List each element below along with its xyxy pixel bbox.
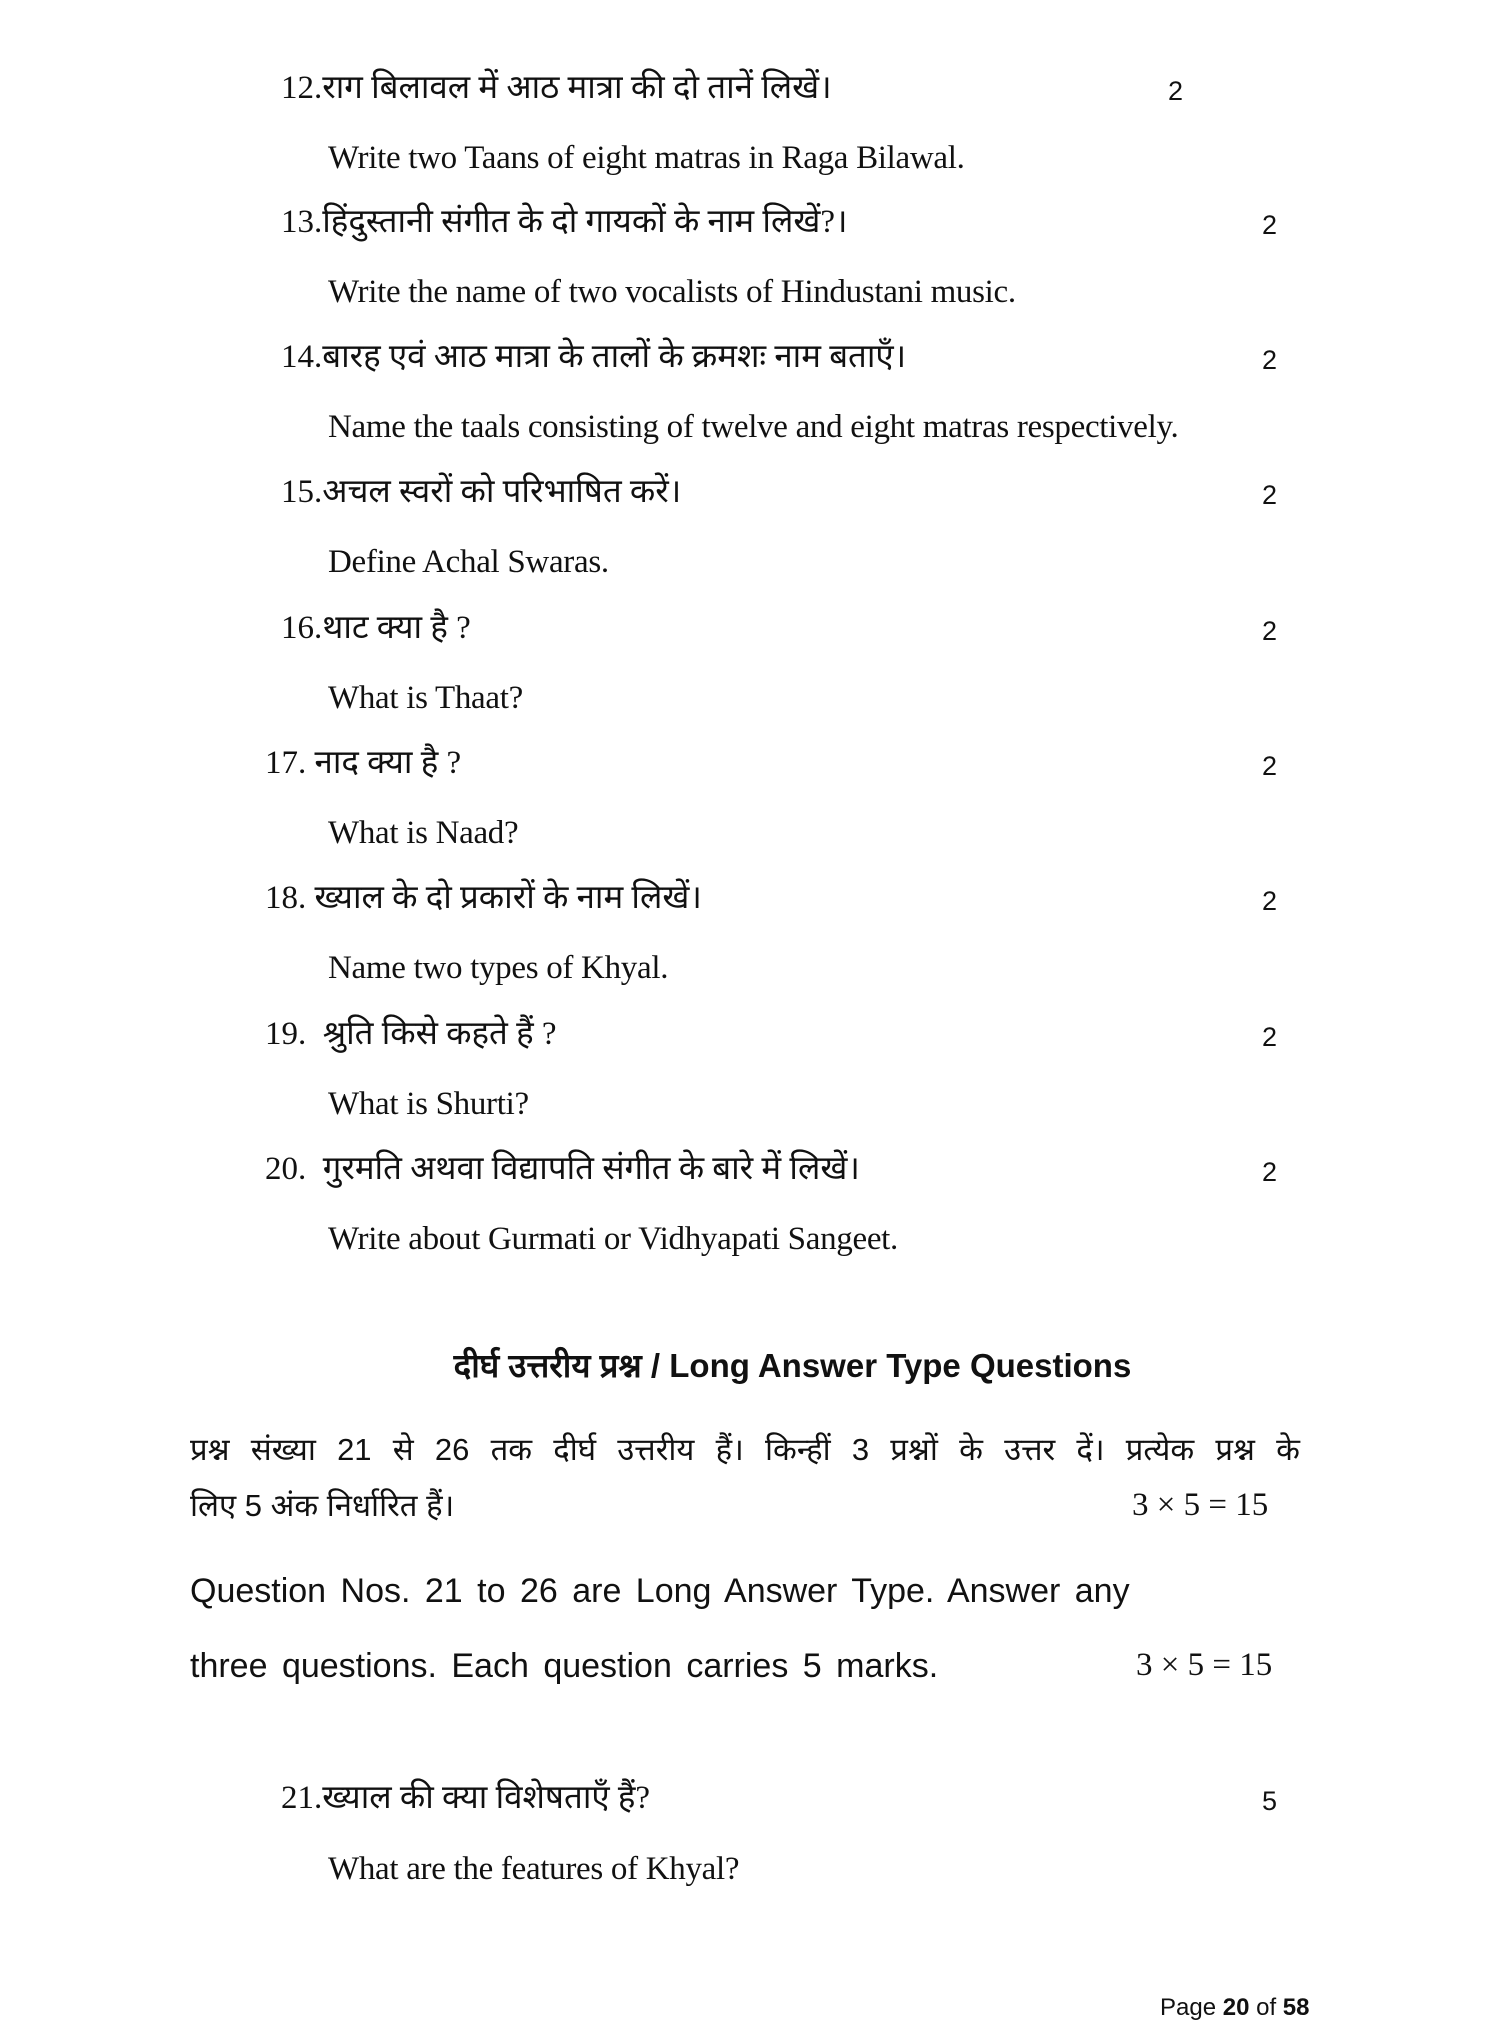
question-text-hindi: राग बिलावल में आठ मात्रा की दो तानें लिखें। — [322, 70, 832, 106]
total-pages: 58 — [1282, 1994, 1310, 2021]
page-footer — [1160, 1996, 1310, 2020]
question-number: 14. — [281, 339, 323, 375]
question-19-english: What is Shurti? — [328, 1086, 529, 1122]
question-text-hindi: ख्याल के दो प्रकारों के नाम लिखें। — [314, 880, 702, 916]
instruction-hindi-total: 3 × 5 = 15 — [1132, 1487, 1269, 1523]
question-21-hindi — [281, 1782, 650, 1815]
question-13-hindi — [281, 206, 847, 239]
instruction-english-line1: Question Nos. 21 to 26 are Long Answer Type. Answer any — [190, 1572, 1130, 1610]
question-number: 19. — [265, 1016, 307, 1052]
instruction-english-line2: three questions. Each question carries 5 marks. — [190, 1647, 939, 1685]
section-heading: दीर्घ उत्तरीय प्रश्न / Long Answer Type Questions — [453, 1347, 1132, 1384]
question-text-hindi: श्रुति किसे कहते हैं ? — [322, 1016, 557, 1052]
question-number: 20. — [265, 1151, 307, 1187]
question-16-english: What is Thaat? — [328, 680, 523, 716]
question-marks: 2 — [1262, 1022, 1278, 1052]
question-number: 13. — [281, 204, 323, 240]
question-marks: 2 — [1262, 886, 1278, 916]
question-17-english: What is Naad? — [328, 815, 519, 851]
question-marks: 2 — [1262, 480, 1278, 510]
question-text-hindi: गुरमति अथवा विद्यापति संगीत के बारे में लिखें। — [322, 1151, 860, 1187]
question-number: 21. — [281, 1780, 323, 1816]
question-text-hindi: ख्याल की क्या विशेषताएँ हैं? — [322, 1780, 651, 1816]
question-marks: 2 — [1262, 751, 1278, 781]
question-20-hindi — [265, 1153, 860, 1186]
question-marks: 2 — [1262, 345, 1278, 375]
instruction-hindi-line1: प्रश्न संख्या 21 से 26 तक दीर्घ उत्तरीय हैं। किन्हीं 3 प्रश्नों के उत्तर दें। प्रत्येक प्रश्न के — [190, 1432, 1300, 1467]
question-text-hindi: अचल स्वरों को परिभाषित करें। — [322, 474, 682, 510]
question-15-hindi — [281, 476, 681, 509]
question-number: 18. — [265, 880, 307, 916]
question-13-english: Write the name of two vocalists of Hindustani music. — [328, 274, 1016, 310]
question-marks: 2 — [1168, 76, 1184, 106]
question-15-english: Define Achal Swaras. — [328, 544, 609, 580]
question-number: 16. — [281, 610, 323, 646]
question-text-hindi: थाट क्या है ? — [322, 610, 471, 646]
current-page-number: 20 — [1222, 1994, 1250, 2021]
question-number: 17. — [265, 745, 307, 781]
question-14-hindi — [281, 341, 906, 374]
question-18-hindi — [265, 882, 702, 915]
question-text-hindi: नाद क्या है ? — [314, 745, 462, 781]
question-14-english: Name the taals consisting of twelve and eight matras respectively. — [328, 409, 1179, 445]
question-marks: 5 — [1262, 1786, 1278, 1816]
question-17-hindi — [265, 747, 461, 780]
instruction-hindi-line2: लिए 5 अंक निर्धारित हैं। — [190, 1488, 455, 1523]
question-text-hindi: बारह एवं आठ मात्रा के तालों के क्रमशः नाम बताएँ। — [322, 339, 907, 375]
question-marks: 2 — [1262, 616, 1278, 646]
question-text-hindi: हिंदुस्तानी संगीत के दो गायकों के नाम लिखें?। — [322, 204, 848, 240]
question-marks: 2 — [1262, 210, 1278, 240]
question-19-hindi — [265, 1018, 557, 1051]
of-label: of — [1256, 1994, 1277, 2021]
question-18-english: Name two types of Khyal. — [328, 950, 669, 986]
question-16-hindi — [281, 612, 471, 645]
question-number: 15. — [281, 474, 323, 510]
question-20-english: Write about Gurmati or Vidhyapati Sangeet. — [328, 1221, 898, 1257]
question-21-english: What are the features of Khyal? — [328, 1851, 740, 1887]
question-12-english: Write two Taans of eight matras in Raga Bilawal. — [328, 140, 965, 176]
instruction-english-total: 3 × 5 = 15 — [1136, 1647, 1273, 1683]
question-12-hindi — [281, 72, 832, 105]
question-marks: 2 — [1262, 1157, 1278, 1187]
page-label: Page — [1160, 1994, 1217, 2021]
question-number: 12. — [281, 70, 323, 106]
